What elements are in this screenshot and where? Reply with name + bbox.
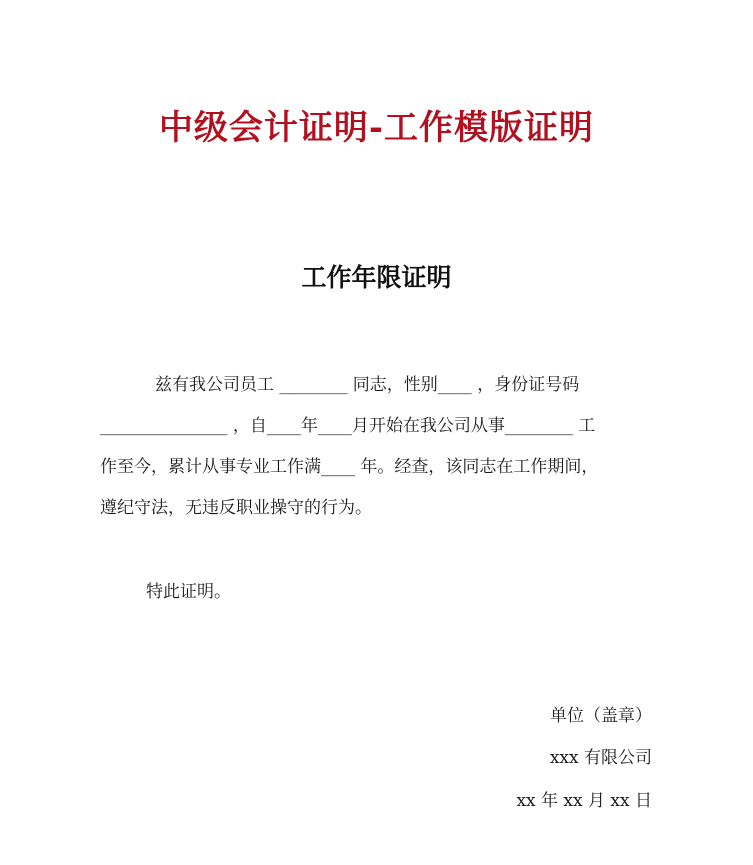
signature-company: xxx 有限公司 [549, 748, 652, 768]
signature-unit-seal: 单位（盖章） [550, 706, 652, 726]
document-main-title: 中级会计证明-工作模版证明 [158, 108, 595, 148]
signature-date: xx 年 xx 月 xx 日 [516, 791, 652, 811]
body-line-3: 作至今，累计从事专业工作满____ 年。经查，该同志在工作期间， [100, 457, 599, 477]
body-line-1: 兹有我公司员工 ________ 同志，性别____ ，身份证号码 [155, 375, 580, 395]
closing-statement: 特此证明。 [146, 582, 231, 602]
body-line-2: _______________ ，自____年____月开始在我公司从事________ 工 [100, 416, 596, 436]
certificate-title: 工作年限证明 [301, 263, 452, 292]
body-line-4: 遵纪守法，无违反职业操守的行为。 [100, 498, 372, 518]
